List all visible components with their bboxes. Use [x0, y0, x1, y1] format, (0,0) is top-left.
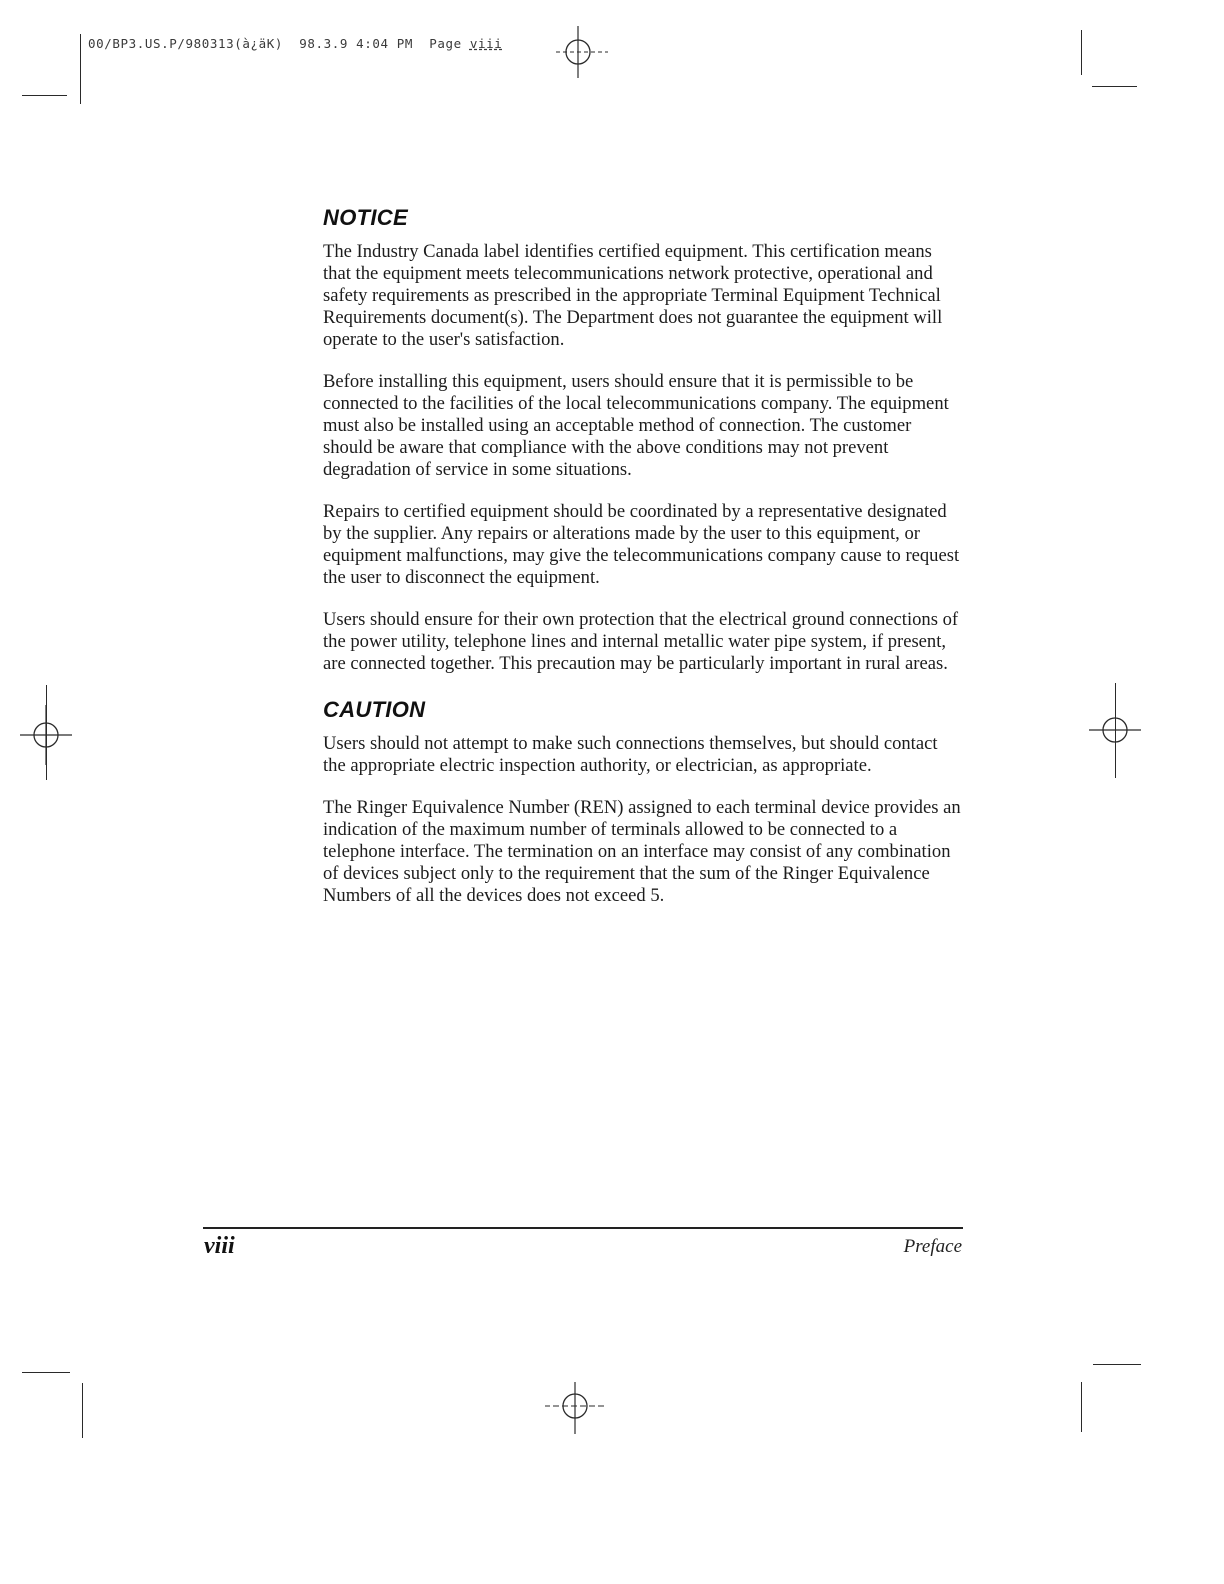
- footer-rule: [203, 1227, 963, 1229]
- notice-paragraph-grounding: Users should ensure for their own protection that the electrical ground connections of the power utility, telephone lines and internal metallic water pipe system, if present, are connected together. This precaution may be particularly important in rural areas.: [323, 609, 959, 674]
- crop-mark-top-right-horizontal: [1092, 86, 1137, 87]
- notice-heading: NOTICE: [323, 205, 408, 230]
- crop-mark-top-left-vertical: [80, 34, 81, 104]
- crop-mark-bottom-right-vertical: [1081, 1382, 1082, 1432]
- crop-mark-bottom-left-horizontal: [22, 1372, 70, 1373]
- page-folio: viii: [204, 1233, 235, 1259]
- caution-paragraph-ren: The Ringer Equivalence Number (REN) assigned to each terminal device provides an indication of the maximum number of terminals allowed to be connected to a telephone interface. The termination on an interface may consist of any combination of devices subject only to the requirement that the sum of the Ringer Equivalence Numbers of all the devices does not exceed 5.: [323, 797, 961, 906]
- crop-mark-top-right-vertical: [1081, 30, 1082, 75]
- caution-paragraph-connections: Users should not attempt to make such connections themselves, but should contact the appropriate electric inspection authority, or electrician, as appropriate.: [323, 733, 938, 776]
- notice-paragraph-installation: Before installing this equipment, users should ensure that it is permissible to be connected to the facilities of the local telecommunications company. The equipment must also be installed using an acceptable method of connection. The customer should be aware that compliance with the above conditions may not prevent degradation of service in some situations.: [323, 371, 949, 480]
- crop-mark-bottom-right-horizontal: [1093, 1364, 1141, 1365]
- footer-section-title: Preface: [903, 1236, 962, 1257]
- caution-section: [323, 697, 968, 907]
- notice-section: [323, 205, 968, 675]
- slug-page: viii: [469, 36, 503, 51]
- registration-mark-top-center: [548, 22, 608, 82]
- notice-paragraph-certification: The Industry Canada label identifies certified equipment. This certification means that the equipment meets telecommunications network protective, operational and safety requirements as prescribed in the appropriate Terminal Equipment Technical Requirements document(s). The Department does not guarantee the equipment will operate to the user's satisfaction.: [323, 241, 943, 350]
- document-body: [323, 205, 968, 927]
- crop-mark-bottom-left-vertical: [82, 1383, 83, 1438]
- registration-right-stem: [1115, 683, 1116, 778]
- slug-prefix: 00/BP3.US.P/980313(à¿äK) 98.3.9 4:04 PM Page: [88, 36, 470, 51]
- caution-heading: CAUTION: [323, 697, 426, 722]
- notice-paragraph-repairs: Repairs to certified equipment should be coordinated by a representative designated by the supplier. Any repairs or alterations made by the user to this equipment, or equipment malfunctions, may give the telecommunications company cause to request the user to disconnect the equipment.: [323, 501, 960, 588]
- registration-mark-bottom-center: [545, 1378, 605, 1438]
- registration-left-stem: [46, 685, 47, 780]
- crop-mark-top-left-horizontal: [22, 95, 67, 96]
- printer-slug-line: [88, 36, 502, 51]
